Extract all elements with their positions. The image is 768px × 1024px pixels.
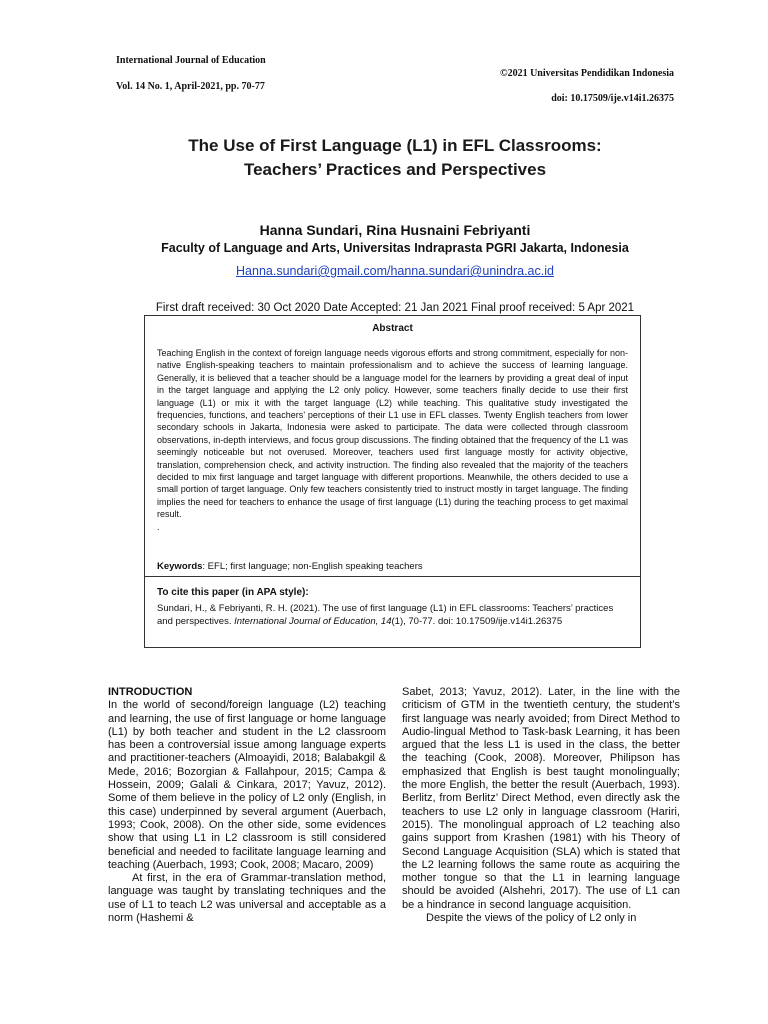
article-title: The Use of First Language (L1) in EFL Classrooms: Teachers’ Practices and Perspectives <box>188 136 602 179</box>
citation-text-after: (1), 70-77. doi: 10.17509/ije.v14i1.26375 <box>391 615 563 627</box>
intro-paragraph-3: Sabet, 2013; Yavuz, 2012). Later, in the line with the criticism of GTM in the twentieth century, the student’s first language was nearly avoided; from Direct Method to Audio-lingual Method to Task-bask Learning, it has been argued that the less L1 is used in the class, the better the teaching (Cook, 2008). Moreover, Philipson has emphasized that English is best taught monolingually; the more English, the better the result (Auerbach, 1993). Berlitz, from Berlitz’ Direct Method, even directly ask the teachers to use L2 only in language classroom (Hariri, 2015). The monolingual approach of L2 teaching also gains support from Krashen (1981) with his Theory of Second Language Acquisition (SLA) which is stated that the L2 learning follows the same route as acquiring the mother tongue so that the L1 in learning language should be avoided (Alshehri, 2017). The use of L1 can be a hindrance in second language acquisition. <box>402 686 680 911</box>
copyright-notice: ©2021 Universitas Pendidikan Indonesia <box>500 68 674 79</box>
doi-header: doi: 10.17509/ije.v14i1.26375 <box>551 93 674 104</box>
keywords-label: Keywords <box>157 561 203 572</box>
author-email-link[interactable]: Hanna.sundari@gmail.com/hanna.sundari@unindra.ac.id <box>236 264 554 278</box>
left-column <box>108 686 386 925</box>
citation-box <box>144 576 641 648</box>
intro-paragraph-4: Despite the views of the policy of L2 only in <box>426 912 637 925</box>
citation-journal: International Journal of Education, 14 <box>234 615 392 627</box>
citation-heading: To cite this paper (in APA style): <box>157 587 309 598</box>
abstract-body <box>157 347 628 533</box>
keywords-list: : EFL; first language; non-English speaking teachers <box>202 561 423 572</box>
citation-text-before: Sundari, H., & Febriyanti, R. H. (2021). The use of first language (L1) in EFL classrooms: Teachers’ practices and perspectives. <box>157 603 614 627</box>
right-column <box>402 686 680 925</box>
abstract-text: Teaching English in the context of foreign language needs vigorous efforts and strong commitment, especially for non-native English-speaking teachers to maintain professionalism and to achieve the success of learning language. Generally, it is believed that a teacher should be a language model for the learners by providing a great deal of input in the target language and applying the L2 only policy. However, some teachers finally decide to use their first language (L1) or mix it with the target language (L2) while teaching. This qualitative study investigated the frequencies, functions, and teachers’ perceptions of their L1 use in EFL classes. Twenty English teachers from lower secondary schools in Jakarta, Indonesia were asked to participate. The data were collected through classroom observations, in-depth interviews, and focus group discussions. The finding obtained that the frequency of the L1 was seemingly noticeable but not overused. Moreover, teachers used first language mostly for activity objective, translation, comprehension check, and activity instruction. The finding also revealed that the majority of the teachers decided to mix first language and target language with different proportions. Meanwhile, the others decided to use a small portion of target language. Only few teachers consistently tried to instruct mostly in target language. The finding implies the need for teachers to enhance the usage of first language (L1) during the teaching process to get maximal result. <box>157 348 628 520</box>
abstract-box <box>144 315 641 577</box>
author-names: Hanna Sundari, Rina Husnaini Febriyanti <box>259 222 531 238</box>
submission-dates: First draft received: 30 Oct 2020 Date Accepted: 21 Jan 2021 Final proof received: 5 Apr 2021 <box>155 302 635 314</box>
intro-paragraph-2: At first, in the era of Grammar-translation method, language was taught by translating techniques and the use of L1 to teach L2 was universal and acceptable as a norm (Hashemi & <box>108 872 386 925</box>
introduction-heading: INTRODUCTION <box>108 686 193 698</box>
keywords-line <box>157 561 423 572</box>
abstract-trailing-dot: . <box>157 521 160 532</box>
journal-name: International Journal of Education <box>116 55 266 66</box>
intro-paragraph-1: In the world of second/foreign language (L2) teaching and learning, the use of first language or home language (L1) by both teacher and student in the L2 classroom has been a controversial issue among language experts and practitioner-teachers (Almoayidi, 2018; Balabakgil & Mede, 2016; Bozorgian & Fallahpour, 2015; Campa & Hossein, 2009; Galali & Cinkara, 2017; Yavuz, 2012). Some of them believe in the policy of L2 only (English, in this case) underpinned by several argument (Auerbach, 1993; Cook, 2008). On the other side, some evidences show that using L1 in L2 classroom is still considered beneficial and needed to facilitate language learning and teaching (Auerbach, 1993; Cook, 2008; Macaro, 2009) <box>108 699 386 871</box>
volume-info: Vol. 14 No. 1, April-2021, pp. 70-77 <box>116 81 265 92</box>
author-affiliation: Faculty of Language and Arts, Universitas Indraprasta PGRI Jakarta, Indonesia <box>161 241 629 255</box>
citation-text <box>157 603 628 628</box>
abstract-heading: Abstract <box>372 323 413 334</box>
